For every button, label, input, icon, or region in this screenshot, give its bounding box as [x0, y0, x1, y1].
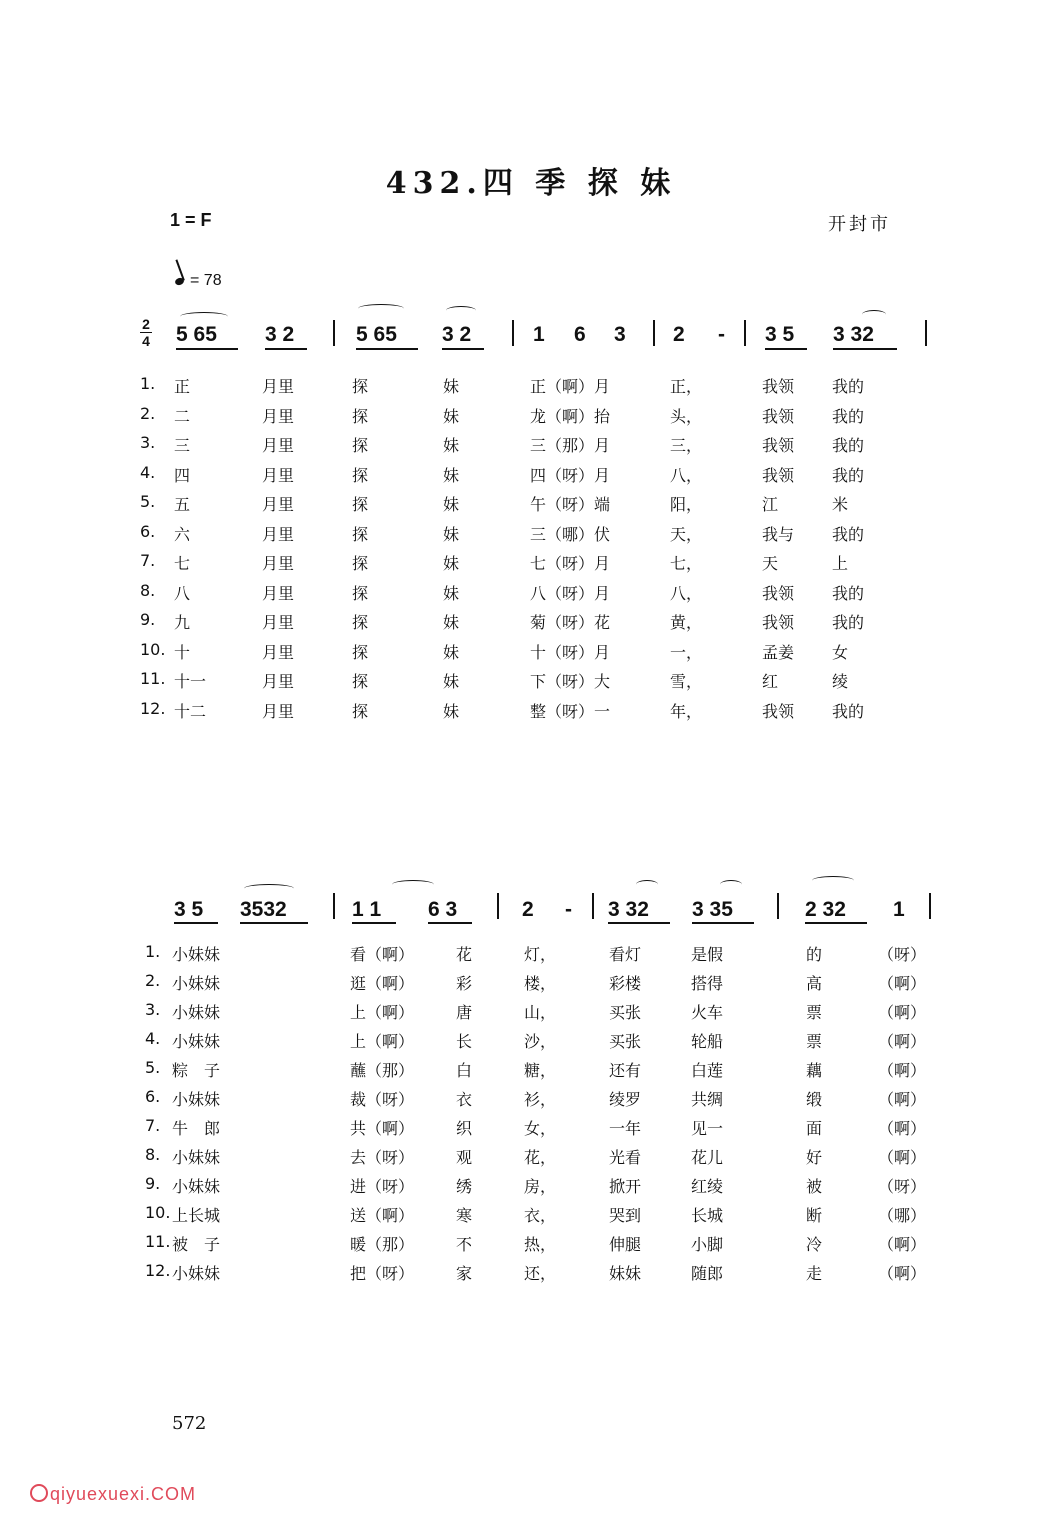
lyric-cell: 月里 [262, 524, 295, 544]
time-signature [140, 317, 152, 348]
lyric-cell: 我领 [762, 436, 795, 455]
lyric-cell: 6. [145, 1087, 161, 1106]
lyric-cell: 冷 [806, 1235, 823, 1254]
lyric-cell: 掀开 [609, 1177, 642, 1196]
lyric-cell: 观 [456, 1148, 473, 1167]
lyric-cell: 山， [524, 1003, 557, 1022]
lyric-cell: 彩楼 [609, 974, 642, 993]
slur-mark [446, 306, 476, 315]
lyric-cell: 家 [456, 1264, 473, 1283]
lyric-cell: 2. [140, 403, 156, 423]
lyric-cell: 被 [806, 1177, 823, 1196]
time-signature-bottom: 4 [142, 333, 150, 349]
lyric-cell: 4. [145, 1029, 161, 1048]
lyric-cell: 8. [140, 580, 156, 600]
bar-line [744, 320, 746, 346]
score-note: 5 65 [356, 323, 397, 346]
lyric-cell: 8. [145, 1145, 161, 1164]
lyric-cell: 裁（呀） [350, 1090, 415, 1109]
slur-mark [180, 312, 228, 321]
lyric-cell: 粽 子 [172, 1061, 221, 1080]
lyric-cell: 六 [174, 524, 191, 544]
lyric-cell: 正（啊）月 [530, 377, 611, 396]
lyric-cell: 暖（那） [350, 1235, 415, 1254]
lyric-cell: 藕 [806, 1061, 823, 1080]
lyric-cell: 长 [456, 1032, 473, 1051]
lyric-cell: 月里 [262, 613, 295, 632]
lyric-cell: 长城 [691, 1206, 724, 1225]
lyric-cell: 3. [140, 433, 156, 452]
lyric-cell: 看灯 [609, 945, 642, 964]
lyric-cell: 探 [352, 436, 369, 455]
key-signature: 1 = F [170, 210, 212, 230]
score-note: 1 1 [352, 898, 382, 921]
lyric-cell: 送（啊） [350, 1206, 415, 1225]
lyric-cell: 缎 [806, 1090, 823, 1109]
lyric-cell: 唐 [456, 1003, 473, 1022]
lyric-cell: 小妹妹 [172, 1032, 221, 1051]
lyric-cell: 衣， [524, 1206, 557, 1225]
lyric-cell: 头， [670, 406, 703, 426]
lyric-cell: 还有 [609, 1061, 642, 1080]
lyric-cell: 十（呀）月 [530, 642, 611, 662]
lyric-cell: 11. [140, 669, 166, 688]
score-note: 3 [614, 323, 626, 346]
lyric-cell: 小妹妹 [172, 1177, 221, 1196]
score-note: 3 2 [265, 323, 295, 346]
lyric-cell: 小妹妹 [172, 1148, 221, 1167]
lyric-cell: 票 [806, 1003, 823, 1022]
lyric-cell: 天 [762, 554, 779, 573]
bar-line [653, 320, 655, 346]
lyric-cell: （哪） [878, 1206, 927, 1225]
beat-underline [692, 922, 754, 924]
lyric-cell: 我的 [832, 701, 865, 721]
beat-underline [608, 922, 670, 924]
lyric-cell: 四（呀）月 [530, 465, 611, 485]
lyric-cell: 的 [806, 945, 823, 964]
lyric-cell: 看（啊） [350, 945, 415, 964]
lyric-cell: 灯， [524, 945, 557, 964]
lyric-cell: 6. [140, 521, 156, 541]
lyric-cell: 探 [352, 495, 369, 514]
lyric-cell: 衣 [456, 1090, 473, 1109]
lyric-cell: 月里 [262, 672, 295, 691]
lyric-cell: 妹 [443, 524, 460, 544]
bar-line [333, 320, 335, 346]
lyric-cell: 10. [145, 1203, 171, 1222]
score-note: 3 5 [174, 898, 204, 921]
bar-line [592, 893, 594, 919]
lyric-cell: 月里 [262, 377, 295, 396]
beat-underline [765, 348, 807, 350]
lyric-cell: 妹 [443, 377, 460, 396]
lyric-cell: （啊） [878, 1003, 927, 1022]
lyric-cell: 探 [352, 642, 369, 662]
lyric-cell: （啊） [878, 1264, 927, 1283]
lyric-cell: 妹 [443, 554, 460, 573]
lyric-cell: 探 [352, 583, 369, 603]
bar-line [497, 893, 499, 919]
lyric-cell: 二 [174, 406, 191, 426]
beat-underline [805, 922, 867, 924]
lyric-cell: 7. [140, 551, 156, 570]
lyric-cell: 1. [145, 942, 161, 961]
lyric-cell: 妹 [443, 465, 460, 485]
score-note: 1 [533, 323, 545, 346]
slur-mark [862, 310, 886, 319]
lyric-cell: 12. [145, 1261, 171, 1280]
lyric-cell: 月里 [262, 642, 295, 662]
lyric-cell: 妹 [443, 436, 460, 455]
lyric-cell: 妹 [443, 583, 460, 603]
slur-mark [392, 880, 434, 889]
lyric-cell: 探 [352, 377, 369, 396]
beat-underline [833, 348, 897, 350]
lyric-cell: 买张 [609, 1032, 642, 1051]
lyric-cell: 彩 [456, 974, 473, 993]
slur-mark [358, 304, 404, 313]
lyric-cell: 月里 [262, 495, 295, 514]
watermark-text: qiyuexuexi.COM [50, 1484, 197, 1504]
score-note: 3 2 [442, 323, 472, 346]
lyric-cell: 票 [806, 1032, 823, 1051]
lyric-cell: 三（哪）伏 [530, 524, 611, 544]
lyric-cell: 一年 [609, 1119, 642, 1138]
lyric-cell: 我的 [832, 613, 865, 632]
lyric-cell: 八（呀）月 [530, 583, 611, 603]
lyric-cell: 午（呀）端 [530, 495, 611, 514]
lyric-cell: 我的 [832, 583, 865, 603]
lyric-cell: 去（呀） [350, 1148, 415, 1167]
slur-mark [636, 880, 658, 889]
score-note: 6 3 [428, 898, 458, 921]
lyric-cell: 八， [670, 465, 703, 485]
lyric-cell: （啊） [878, 1061, 927, 1080]
tempo-value: = 78 [190, 272, 222, 289]
lyric-cell: 年， [670, 701, 703, 721]
score-note: 3 32 [608, 898, 649, 921]
lyric-cell: 白 [456, 1061, 473, 1080]
lyric-cell: 月里 [262, 406, 295, 426]
lyric-cell: 我领 [762, 583, 795, 603]
lyric-cell: 小脚 [691, 1235, 724, 1254]
lyric-cell: 我的 [832, 406, 865, 426]
slur-mark [244, 884, 294, 893]
lyric-cell: 七， [670, 554, 703, 573]
lyric-cell: 菊（呀）花 [530, 613, 611, 632]
lyric-cell: 衫， [524, 1090, 557, 1109]
lyric-cell: 探 [352, 524, 369, 544]
lyric-cell: 月里 [262, 436, 295, 455]
lyric-cell: 妹 [443, 701, 460, 721]
lyric-cell: 我领 [762, 613, 795, 632]
lyric-cell: 探 [352, 554, 369, 573]
lyric-cell: 黄， [670, 613, 703, 632]
lyric-cell: 织 [456, 1119, 473, 1138]
lyric-cell: 热， [524, 1235, 557, 1254]
lyric-cell: （啊） [878, 1032, 927, 1051]
lyric-cell: 五 [174, 495, 191, 514]
lyric-cell: 一， [670, 642, 703, 662]
score-note: 5 65 [176, 323, 217, 346]
lyric-cell: 共（啊） [350, 1119, 415, 1138]
beat-underline [176, 348, 238, 350]
lyric-cell: 9. [145, 1174, 161, 1193]
lyric-cell: 白莲 [691, 1061, 724, 1080]
lyric-cell: 光看 [609, 1148, 642, 1167]
lyric-cell: （啊） [878, 1119, 927, 1138]
lyric-cell: 伸腿 [609, 1235, 642, 1254]
lyric-cell: 妹 [443, 642, 460, 662]
lyric-cell: 七 [174, 554, 191, 573]
lyric-cell: 搭得 [691, 974, 724, 993]
lyric-cell: 绫罗 [609, 1090, 642, 1109]
lyric-cell: 花， [524, 1148, 557, 1167]
bar-line [925, 320, 927, 346]
lyric-cell: 龙（啊）抬 [530, 406, 611, 426]
bar-line [512, 320, 514, 346]
beat-underline [428, 922, 472, 924]
lyric-cell: 十一 [174, 672, 207, 691]
beat-underline [356, 348, 418, 350]
lyric-cell: 小妹妹 [172, 1090, 221, 1109]
lyric-cell: 三 [174, 436, 191, 455]
lyric-cell: 随郎 [691, 1264, 724, 1283]
lyric-cell: 面 [806, 1119, 823, 1138]
lyric-cell: 天， [670, 524, 703, 544]
lyric-cell: 沙， [524, 1032, 557, 1051]
lyric-cell: 探 [352, 701, 369, 721]
lyric-cell: 红绫 [691, 1177, 724, 1196]
lyric-cell: （啊） [878, 1148, 927, 1167]
lyric-cell: 共绸 [691, 1090, 724, 1109]
lyric-cell: 上长城 [172, 1206, 221, 1225]
song-title: 432.四 季 探 妹 [385, 166, 677, 201]
lyric-cell: 见一 [691, 1119, 724, 1138]
slur-mark [812, 876, 854, 885]
lyric-cell: 买张 [609, 1003, 642, 1022]
score-note: 2 32 [805, 898, 846, 921]
lyric-cell: 7. [145, 1116, 161, 1135]
lyric-cell: 不 [456, 1235, 473, 1254]
beat-underline [265, 348, 307, 350]
score-note: 2 [673, 323, 685, 346]
lyric-cell: 红 [762, 672, 779, 691]
score-note: 2 [522, 898, 534, 921]
lyric-cell: 月里 [262, 701, 295, 721]
lyric-cell: 妹 [443, 495, 460, 514]
lyric-cell: 上（啊） [350, 1003, 415, 1022]
lyric-cell: 女 [832, 642, 849, 662]
lyric-cell: 我的 [832, 465, 865, 485]
lyric-cell: 小妹妹 [172, 1264, 221, 1283]
lyric-cell: 绣 [456, 1177, 473, 1196]
lyric-cell: 妹妹 [609, 1264, 642, 1283]
lyric-cell: 11. [145, 1232, 171, 1251]
beat-underline [240, 922, 308, 924]
lyric-cell: 小妹妹 [172, 974, 221, 993]
lyric-cell: 上 [832, 554, 849, 573]
lyric-cell: 米 [832, 495, 849, 514]
lyric-cell: 妹 [443, 672, 460, 691]
tempo-marking [175, 272, 222, 290]
lyric-cell: （呀） [878, 1177, 927, 1196]
lyric-cell: 我领 [762, 465, 795, 485]
lyric-cell: 十 [174, 642, 191, 662]
lyric-cell: 江 [762, 495, 779, 514]
lyric-cell: 孟姜 [762, 642, 795, 662]
lyric-cell: 糖， [524, 1061, 557, 1080]
lyric-cell: 正 [174, 377, 191, 396]
lyric-cell: 进（呀） [350, 1177, 415, 1196]
lyric-cell: 4. [140, 462, 156, 482]
lyric-cell: 寒 [456, 1206, 473, 1225]
bar-line [929, 893, 931, 919]
lyric-cell: 阳， [670, 495, 703, 514]
lyric-cell: 四 [174, 465, 191, 485]
lyric-cell: （呀） [878, 945, 927, 964]
lyric-cell: 我领 [762, 406, 795, 426]
lyric-cell: 被 子 [172, 1235, 221, 1254]
lyric-cell: 妹 [443, 613, 460, 632]
lyric-cell: 探 [352, 672, 369, 691]
lyric-cell: 牛 郎 [172, 1119, 221, 1138]
lyric-cell: 十二 [174, 701, 207, 721]
lyric-cell: 七（呀）月 [530, 554, 611, 573]
score-note: - [718, 323, 725, 346]
lyric-cell: 楼， [524, 974, 557, 993]
lyric-cell: 把（呀） [350, 1264, 415, 1283]
lyric-cell: 断 [806, 1206, 823, 1225]
lyric-cell: 小妹妹 [172, 1003, 221, 1022]
lyric-cell: 9. [140, 610, 156, 629]
lyric-cell: 月里 [262, 583, 295, 603]
lyric-cell: 好 [806, 1148, 823, 1167]
lyric-cell: 小妹妹 [172, 945, 221, 964]
lyric-cell: 我领 [762, 701, 795, 721]
bar-line [333, 893, 335, 919]
time-signature-top: 2 [142, 316, 150, 332]
lyric-cell: 探 [352, 613, 369, 632]
lyric-cell: 九 [174, 613, 191, 632]
lyric-cell: 探 [352, 465, 369, 485]
lyric-cell: 轮船 [691, 1032, 724, 1051]
lyric-cell: 1. [140, 374, 156, 393]
lyric-cell: 下（呀）大 [530, 672, 611, 691]
lyric-cell: 绫 [832, 672, 849, 691]
lyric-cell: 月里 [262, 465, 295, 485]
page-number: 572 [172, 1413, 207, 1434]
lyric-cell: 整（呀）一 [530, 701, 611, 721]
lyric-cell: 5. [140, 492, 156, 511]
lyric-cell: 哭到 [609, 1206, 642, 1225]
lyric-cell: 八， [670, 583, 703, 603]
score-note: - [565, 898, 572, 921]
lyric-cell: （啊） [878, 1235, 927, 1254]
lyric-cell: 三， [670, 436, 703, 455]
lyric-cell: 10. [140, 639, 166, 659]
beat-underline [442, 348, 484, 350]
score-note: 1 [893, 898, 905, 921]
lyric-cell: 正， [670, 377, 703, 396]
slur-mark [720, 880, 742, 889]
lyric-cell: 花 [456, 945, 473, 964]
lyric-cell: 妹 [443, 406, 460, 426]
watermark-logo-icon [30, 1484, 48, 1502]
lyric-cell: 房， [524, 1177, 557, 1196]
score-note: 3 32 [833, 323, 874, 346]
lyric-cell: 还， [524, 1264, 557, 1283]
watermark [30, 1484, 196, 1505]
lyric-cell: 逛（啊） [350, 974, 415, 993]
lyric-cell: 我的 [832, 377, 865, 396]
lyric-cell: 月里 [262, 554, 295, 573]
lyric-cell: 八 [174, 583, 191, 603]
lyric-cell: 走 [806, 1264, 823, 1283]
beat-underline [352, 922, 396, 924]
lyric-cell: 蘸（那） [350, 1061, 415, 1080]
lyric-cell: 我与 [762, 524, 795, 544]
lyric-cell: 火车 [691, 1003, 724, 1022]
lyric-cell: （啊） [878, 974, 927, 993]
quarter-note-icon [174, 277, 185, 287]
lyric-cell: 5. [145, 1058, 161, 1077]
lyric-cell: 雪， [670, 672, 703, 691]
lyric-cell: 我的 [832, 436, 865, 455]
song-origin: 开封市 [828, 214, 891, 235]
beat-underline [174, 922, 218, 924]
lyric-cell: 高 [806, 974, 823, 993]
score-note: 3532 [240, 898, 287, 921]
lyric-cell: （啊） [878, 1090, 927, 1109]
lyric-cell: 我的 [832, 524, 865, 544]
score-note: 3 35 [692, 898, 733, 921]
lyric-cell: 三（那）月 [530, 436, 611, 455]
score-note: 6 [574, 323, 586, 346]
bar-line [777, 893, 779, 919]
lyric-cell: 12. [140, 698, 166, 718]
lyric-cell: 3. [145, 1000, 161, 1019]
lyric-cell: 上（啊） [350, 1032, 415, 1051]
lyric-cell: 女， [524, 1119, 557, 1138]
lyric-cell: 是假 [691, 945, 724, 964]
lyric-cell: 2. [145, 971, 161, 990]
lyric-cell: 探 [352, 406, 369, 426]
score-note: 3 5 [765, 323, 795, 346]
lyric-cell: 我领 [762, 377, 795, 396]
lyric-cell: 花儿 [691, 1148, 724, 1167]
